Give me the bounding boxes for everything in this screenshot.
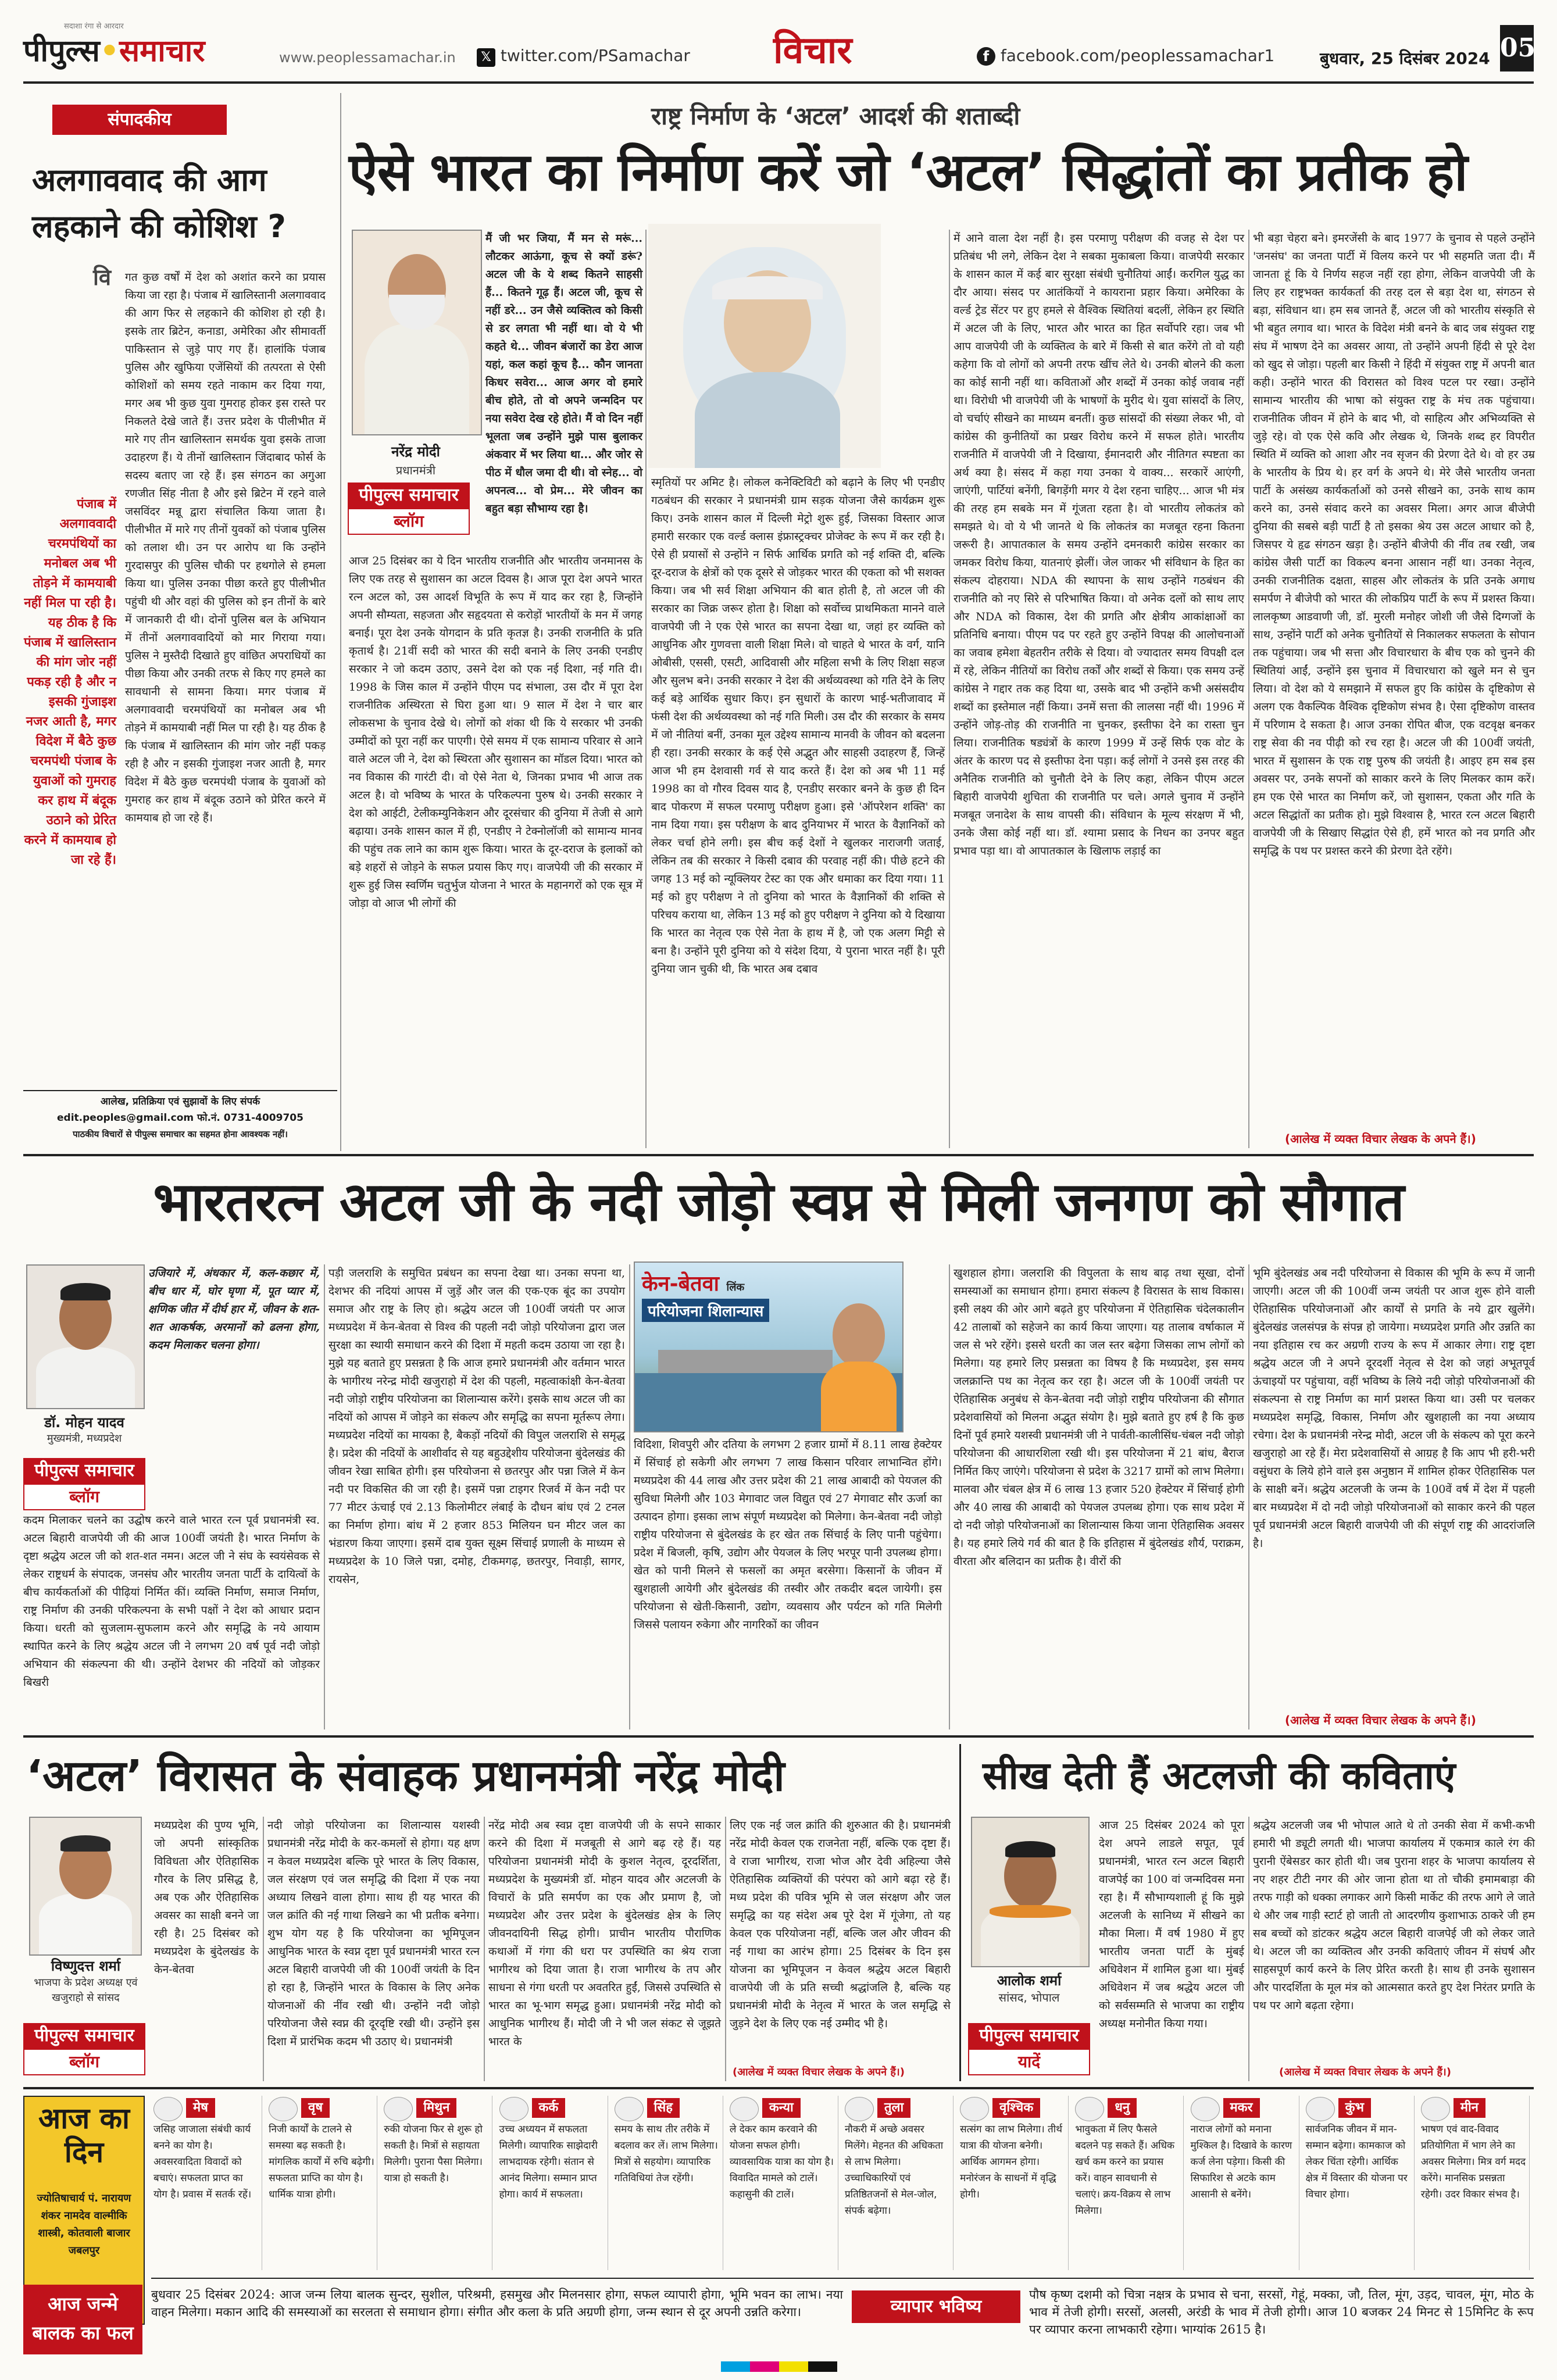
editorial-footer	[23, 1090, 337, 1142]
a1-divider-2	[949, 230, 950, 1148]
horoscope-sign	[1419, 2096, 1530, 2270]
a2-divider-2	[629, 1264, 630, 1729]
article3-author-role: भाजपा के प्रदेश अध्यक्ष एवं खजुराहो से सांसद	[34, 1977, 138, 2004]
blog-tag-label: यादें	[968, 2049, 1090, 2075]
zodiac-icon	[730, 2097, 759, 2121]
vishnudutt-sharma-photo	[29, 1817, 142, 1956]
horoscope-sign-name: कन्या	[762, 2098, 801, 2118]
article2-col1: कदम मिलाकर चलने का उद्घोष करने वाले भारत रत्न पूर्व प्रधानमंत्री स्व. अटल बिहारी वाजपेयी जी की आज 100वीं जयंती है। भारत निर्माण के दृष्टा श्रद्धेय अटल जी को शत-शत नमन। अटल जी ने संघ के स्वयंसेवक से लेकर राष्ट्रधर्म के संपादक, जनसंघ और भारतीय जनता पार्टी के दायित्वों के बीच कार्यकर्ताओं की पीढ़ियां निर्मित कीं। व्यक्ति निर्माण, समाज निर्माण, राष्ट्र निर्माण की उनकी परिकल्पना के सभी पक्षों ने देश को आधार प्रदान किया। धरती को सुजलाम-सुफलाम करने और समृद्धि के नये आयाम स्थापित करने के लिए श्रद्धेय अटल जी ने लगभग 20 वर्ष पूर्व नदी जोड़ो अभियान की संकल्पना की थी। उन्होंने देशभर की नदियों को जोड़कर बिखरी	[23, 1514, 320, 1689]
logo-tagline: सदाशा रंगा से आरदार	[64, 22, 124, 31]
horoscope-sign	[266, 2096, 377, 2270]
article2-col4: खुशहाल होगा। जलराशि की विपुलता के साथ बाढ़ तथा सूखा, दोनों समस्याओं का समाधान होगा। हमारा संकल्प है विरासत के साथ विकास। इसी लक्ष्य की ओर आगे बढ़ते हुए परियोजना में ऐतिहासिक चंदेलकालीन 42 तालाबों को सहेजने का कार्य किया जाएगा। यह तालाब वर्षाकाल में जल से भरे रहेंगे। इससे धरती का जल स्तर बढ़ेगा जिसका लाभ लोगों को मिलेगा। यह हमारे लिए प्रसन्नता का विषय है कि मध्यप्रदेश, इस समय जलक्रान्ति पथ का नेतृत्व कर रहा है। अटल जी के 100वीं जयंती पर ऐतिहासिक अनुबंध से केन-बेतवा नदी जोड़ो राष्ट्रीय परियोजना की सौगात प्रदेशवासियों को मिलना अद्भुत संयोग है। मुझे बताते हुए हर्ष है कि कुछ दिनों पूर्व हमारे यशस्वी प्रधानमंत्री जी ने पार्वती-कालीसिंध-चंबल नदी जोड़ो परियोजना की आधारशिला रखी थी। इस परियोजना में 21 बांध, बैराज निर्मित किए जाएंगे। परियोजना से प्रदेश के 3217 ग्रामों को लाभ मिलेगा। मालवा और चंबल क्षेत्र में 6 लाख 13 हजार 520 हेक्टेयर में सिंचाई होगी और 40 लाख की आबादी को पेयजल उपलब्ध होगा। एक साथ प्रदेश में दो नदी जोड़ो परियोजनाओं का शिलान्यास किया जाना ऐतिहासिक अवसर है। यह हमारे लिये गर्व की बात है कि इतिहास में बुंदेलखंड शौर्य, पराक्रम, वीरता और बलिदान का प्रतीक है। वीरों की	[954, 1267, 1244, 1568]
article2-col5: भूमि बुंदेलखंड अब नदी परियोजना से विकास की भूमि के रूप में जानी जाएगी। अटल जी की 100वीं जन्म जयंती पर आज शुरू होने वाली ऐतिहासिक परियोजनाओं और कार्यों से प्रगति के नये द्वार खुलेंगे। बुंदेलखंड जलसंपन्न के संपन्न हो जायेगा। मध्यप्रदेश प्रगति और उन्नति का नया इतिहास रच कर अग्रणी राज्य के रूप में आकार लेगा। राष्ट्र दृष्टा श्रद्धेय अटल जी ने अपने दूरदर्शी नेतृत्व से देश को जहां अभूतपूर्व ऊंचाइयों पर पहुंचाया, वहीं भविष्य के लिये नदी जोड़ो परियोजनाओं की संकल्पना से राष्ट्र निर्माण का मार्ग प्रशस्त किया था। उसी पर चलकर मध्यप्रदेश समृद्धि, विकास, निर्माण और खुशहाली का नया अध्याय रचेगा। देश के प्रधानमंत्री नरेन्द्र मोदी, अटल जी के संकल्प को पूरा करने खजुराहो आ रहे हैं। मेरा प्रदेशवासियों से आग्रह है कि आप भी हरी-भरी वसुंधरा के लिये होने वाले इस अनुष्ठान में शामिल होकर ऐतिहासिक पल के साक्षी बनें। श्रद्धेय अटलजी के जन्म के 100वें वर्ष में देश में पहली बार मध्यप्रदेश में दो नदी जोड़ो परियोजनाओं को साकार करने की पहल पूर्व प्रधानमंत्री अटल बिहारी वाजपेयी जी की संपूर्ण राष्ट्र की आदरांजलि है।	[1253, 1267, 1535, 1550]
horoscope-sign-text: भावुकता में लिए फैसले बदलने पड़ सकते हैं। अधिक खर्च कम करने का प्रयास करें। वाहन सावधानी से चलाएं। क्रय-विक्रय से लाभ मिलेगा।	[1075, 2124, 1174, 2217]
mohan-yadav-photo	[26, 1264, 145, 1409]
horoscope-sign-name: कुंभ	[1338, 2098, 1371, 2118]
article1-footnote: (आलेख में व्यक्त विचार लेखक के अपने हैं।)	[1285, 1132, 1476, 1146]
article4-blog-tag	[968, 2023, 1090, 2075]
blog-tag-label: ब्लॉग	[23, 2049, 145, 2075]
article3-footnote: (आलेख में व्यक्त विचार लेखक के अपने हैं।)	[733, 2066, 905, 2078]
editorial-divider	[340, 93, 341, 1151]
ken-betwa-graphic	[634, 1262, 904, 1432]
horoscope-sign	[381, 2096, 492, 2270]
horoscope-sign-text: ले देकर काम करवाने की योजना सफल होगी। व्यावसायिक यात्रा का योग है। विवादित मामले को टालें। कहासुनी की टालें।	[729, 2124, 834, 2200]
horoscope-sign-text: नाराज लोगों को मनाना मुश्किल है। दिखावे के कारण कर्ज लेना पड़ेगा। किसी की सिफारिश से अटके काम आसानी से बनेंगे।	[1190, 2124, 1292, 2200]
zodiac-icon	[960, 2097, 989, 2121]
horoscope-sign-text: सत्संग का लाभ मिलेगा। तीर्थ यात्रा की योजना बनेगी। आर्थिक आगमन होगा। मनोरंजन के साधनों में वृद्धि होगी।	[960, 2124, 1062, 2200]
horoscope-sign-text: नौकरी में अच्छे अवसर मिलेंगे। मेहनत की अधिकता से लाभ मिलेगा। उच्चाधिकारियों एवं प्रतिष्ठितजनों से मेल-जोल, संपर्क बढ़ेगा।	[845, 2124, 944, 2217]
horoscope-sign-name: तुला	[877, 2098, 910, 2118]
article1-col3: में आने वाला देश नहीं है। इस परमाणु परीक्षण की वजह से देश पर प्रतिबंध भी लगे, लेकिन देश ने सबका मुकाबला किया। वाजपेयी सरकार के शासन काल में कई बार सुरक्षा संबंधी चुनौतियां आईं। करगिल युद्ध का दौर आया। संसद पर आतंकियों ने कायराना प्रहार किया। अमेरिका के वर्ल्ड ट्रेड सेंटर पर हुए हमले से वैश्विक स्थितियां बदलीं, लेकिन हर स्थिति में अटल जी के लिए, भारत और भारत का हित सर्वोपरि रहा। जब भी आप वाजपेयी जी के व्यक्तित्व के बारे में किसी से बात करेंगे तो वो यही कहेगा कि वो लोगों को अपनी तरफ खींच लेते थे। उनकी बोलने की कला का कोई सानी नहीं था। कविताओं और शब्दों में उनका कोई जवाब नहीं था। विरोधी भी वाजपेयी जी के भाषणों के मुरीद थे। युवा सांसदों के लिए, वो चर्चाएं सीखने का माध्यम बनतीं। कुछ सांसदों की संख्या लेकर भी, वो कांग्रेस की कुनीतियों का प्रखर विरोध करने में सफल होते। भारतीय राजनीति में वाजपेयी जी ने दिखाया, ईमानदारी और नीतिगत स्पष्टता का अर्थ क्या है। संसद में कहा गया उनका ये वाक्य... सरकारें आएंगी, जाएंगी, पार्टियां बनेंगी, बिगड़ेंगी मगर ये देश रहना चाहिए... आज भी मंत्र की तरह हम सबके मन में गूंजता रहता है। वो भारतीय लोकतंत्र को समझते थे। वो ये भी जानते थे कि लोकतंत्र का मजबूत रहना कितना जरूरी है। आपातकाल के समय उन्होंने दमनकारी कांग्रेस सरकार का जमकर विरोध किया, यातनाएं झेलीं। जेल जाकर भी संविधान के हित का संकल्प दोहराया। NDA की स्थापना के साथ उन्होंने गठबंधन की राजनीति को नए सिरे से परिभाषित किया। वो अनेक दलों को साथ लाए और NDA को विकास, देश की प्रगति और क्षेत्रीय आकांक्षाओं का प्रतिनिधि बनाया। पीएम पद पर रहते हुए उन्होंने विपक्ष की आलोचनाओं का जवाब हमेशा बेहतरीन तरीके से दिया। वो ज्यादातर समय विपक्षी दल में रहे, लेकिन नीतियों का विरोध तर्कों और शब्दों से किया। एक समय उन्हें कांग्रेस ने गद्दार तक कह दिया था, उसके बाद भी उन्होंने कभी असंसदीय शब्दों का इस्तेमाल नहीं किया। उनमें सत्ता की लालसा नहीं थी। 1996 में उन्होंने जोड़-तोड़ की राजनीति ना चुनकर, इस्तीफा देने का रास्ता चुन लिया। राजनीतिक षड्यंत्रों के कारण 1999 में उन्हें सिर्फ एक वोट के अंतर के कारण पद से इस्तीफा देना पड़ा। कई लोगों ने उनसे इस तरह की अनैतिक राजनीति को चुनौती देने के लिए कहा, लेकिन पीएम अटल बिहारी वाजपेयी शुचिता की राजनीति पर चले। अगले चुनाव में उन्होंने मजबूत जनादेश के साथ वापसी की। संविधान के मूल्य संरक्षण में भी, उनके जैसा कोई नहीं था। डॉ. श्यामा प्रसाद के निधन का उनपर बहुत प्रभाव पड़ा था। वो आपातकाल के खिलाफ लड़ाई का	[954, 232, 1244, 857]
horoscope-title: आज का दिन	[38, 2102, 130, 2169]
website-link[interactable]: www.peoplessamachar.in	[279, 49, 456, 66]
article2-author-name: डॉ. मोहन यादव	[44, 1414, 124, 1431]
issue-date: बुधवार, 25 दिसंबर 2024	[1320, 49, 1490, 68]
twitter-link[interactable]: 𝕏 twitter.com/PSamachar	[477, 46, 690, 67]
horoscope-sign	[612, 2096, 723, 2270]
horoscope-sign	[842, 2096, 954, 2270]
article4-author-name: आलोक शर्मा	[997, 1972, 1062, 1989]
article4-col1: आज 25 दिसंबर 2024 को पूरा देश अपने लाडले सपूत, पूर्व प्रधानमंत्री, भारत रत्न अटल बिहारी वाजपेई का 100 वां जन्मदिवस मना रहा है। मैं सौभाग्यशाली हूं कि मुझे अटलजी के सानिध्य में सीखने का मौका मिला। मैं वर्ष 1980 में हुए भारतीय जनता पार्टी के मुंबई अधिवेशन में शामिल हुआ था। मुंबई अधिवेशन में जब श्रद्धेय अटल जी को सर्वसम्मति से भाजपा का राष्ट्रीय अध्यक्ष मनोनीत किया गया।	[1099, 1819, 1244, 2030]
footer-contact-label: आलेख, प्रतिक्रिया एवं सुझावों के लिए संपर्क	[100, 1096, 260, 1107]
horoscope-sign-name: मकर	[1223, 2098, 1260, 2118]
article2-poem: उजियारे में, अंधकार में, कल-कछार में, बीच धार में, घोर घृणा में, पूत प्यार में, क्षणिक जीत में दीर्घ हार में, जीवन के शत-शत आकर्षक, अरमानों को ढलना होगा, कदम मिलाकर चलना होगा।	[148, 1267, 320, 1352]
article1-kicker: राष्ट्र निर्माण के ‘अटल’ आदर्श की शताब्दी	[651, 102, 1020, 130]
editorial-dropcap: वि	[93, 265, 111, 290]
horoscope-sign-text: सार्वजनिक जीवन में मान-सम्मान बढ़ेगा। कामकाज को लेकर चिंता रहेगी। आर्थिक क्षेत्र में विस्तार की योजना पर विचार होगा।	[1305, 2124, 1408, 2200]
zodiac-icon	[384, 2097, 413, 2121]
article3-headline: ‘अटल’ विरासत के संवाहक प्रधानमंत्री नरेंद्र मोदी	[26, 1751, 785, 1801]
article1-col2: स्मृतियों पर अमिट है। लोकल कनेक्टिविटी को बढ़ाने के लिए भी एनडीए गठबंधन की सरकार ने प्रधानमंत्री ग्राम सड़क योजना जैसे कार्यक्रम शुरू किए। उनके शासन काल में दिल्ली मेट्रो शुरू हुई, जिसका विस्तार आज हमारी सरकार एक वर्ल्ड क्लास इंफ्रास्ट्रक्चर प्रोजेक्ट के रूप में कर रही है। ऐसे ही प्रयासों से उन्होंने न सिर्फ आर्थिक प्रगति को नई शक्ति दी, बल्कि दूर-दराज के क्षेत्रों को एक दूसरे से जोड़कर भारत की एकता को भी सशक्त किया। जब भी सर्व शिक्षा अभियान की बात होती है, तो अटल जी की सरकार का जिक्र जरूर होता है। शिक्षा को सर्वोच्च प्राथमिकता मानने वाले वाजपेयी जी ने एक ऐसे भारत का सपना देखा था, जहां हर व्यक्ति को आधुनिक और गुणवत्ता वाली शिक्षा मिले। वो चाहते थे भारत के वर्ग, यानि ओबीसी, एससी, एसटी, आदिवासी और महिला सभी के लिए शिक्षा सहज और सुलभ बने। उनकी सरकार ने देश की अर्थव्यवस्था को गति देने के लिए कई बड़े आर्थिक सुधार किए। इन सुधारों के कारण भाई-भतीजावाद में फंसी देश की अर्थव्यवस्था को नई गति मिली। उस दौर की सरकार के समय में जो नीतियां बनीं, उनका मूल उद्देश्य सामान्य मानवी के जीवन को बदलना ही रहा। उनकी सरकार के कई ऐसे अद्भुत और साहसी उदाहरण हैं, जिन्हें आज भी हम देशवासी गर्व से याद करते हैं। देश को अब भी 11 मई 1998 का वो गौरव दिवस याद है, एनडीए सरकार बनने के कुछ ही दिन बाद पोकरण में सफल परमाणु परीक्षण हुआ। इसे 'ऑपरेशन शक्ति' का नाम दिया गया। इस परीक्षण के बाद दुनियाभर में भारत के वैज्ञानिकों को लेकर चर्चा होने लगी। इस बीच कई देशों ने खुलकर नाराजगी जताई, लेकिन तब की सरकार ने किसी दबाव की परवाह नहीं की। पीछे हटने की जगह 13 मई को न्यूक्लियर टेस्ट का एक और धमाका कर दिया गया। 11 मई को हुए परीक्षण ने तो दुनिया को भारत के वैज्ञानिकों की शक्ति से परिचय कराया था, लेकिन 13 मई को हुए परीक्षण ने दुनिया को ये दिखाया कि भारत का नेतृत्व एक ऐसे नेता के हाथ में है, जो एक अलग मिट्टी से बना है। उन्होंने पूरी दुनिया को ये संदेश दिया, ये पुराना भारत नहीं है। पूरी दुनिया जान चुकी थी, कि भारत अब दबाव	[651, 476, 945, 975]
article4-author-role: सांसद, भोपाल	[998, 1991, 1060, 2004]
horoscope-sign-text: जसिह जाजाला संबंधी कार्य बनने का योग है। अवसरवादिता विवादों को बचाएं। सफलता प्राप्त का योग है। प्रवास में सतर्क रहें।	[153, 2124, 252, 2200]
article4-col2: श्रद्धेय अटलजी जब भी भोपाल आते थे तो उनकी सेवा में कभी-कभी हमारी भी ड्यूटी लगती थी। भाजपा कार्यालय में एकमात्र काले रंग की पुरानी ऐंबेसडर कार होती थी। जब पुराना शहर के भाजपा कार्यालय से नए शहर टीटी नगर की ओर जाना होता था तो चौकी इमामबाड़ा की तरफ गाड़ी को धक्का लगाकर आगे किसी मार्केट की तरफ आगे ले जाते थे और जब गाड़ी स्टार्ट हो जाती तो आदरणीय कुशाभाऊ ठाकरे जी हम सब बच्चों को डांटकर श्रद्धेय अटल बिहारी वाजपेई जी को लेकर जाते थे। अटल जी का व्यक्तित्व और उनकी कविताएं जीवन में संघर्ष और साहसपूर्ण कार्य करने के लिए प्रेरित करती है। साथ ही उनके सुशासन और पारदर्शिता के मूल मंत्र को आत्मसात करते हुए देश निरंतर प्रगति के पथ पर आगे बढ़ता रहेगा।	[1253, 1819, 1535, 2012]
a3-divider-3	[725, 1817, 726, 2081]
zodiac-icon	[1191, 2097, 1220, 2121]
article2-author-role: मुख्यमंत्री, मध्यप्रदेश	[47, 1432, 122, 1445]
astrologer-credit: ज्योतिषाचार्य पं. नारायण शंकर नामदेव वाल्मीकि शास्त्री, कोतवाली बाजार जबलपुर	[37, 2192, 131, 2257]
a2-divider-4	[1248, 1264, 1249, 1729]
a3-divider-1	[263, 1817, 264, 2081]
horoscope-sign-text: रुकी योजना फिर से शुरू हो सकती है। मित्रों से सहायता मिलेगी। पुराना पैसा मिलेगा। यात्रा हो सकती है।	[384, 2124, 483, 2184]
horoscope-sign	[1304, 2096, 1415, 2270]
facebook-icon: f	[977, 47, 995, 66]
horoscope-sign-name: सिंह	[647, 2098, 680, 2118]
logo-left: पीपुल्स	[23, 34, 100, 69]
horoscope-sign-name: वृश्चिक	[992, 2098, 1040, 2118]
footer-disclaimer: पाठकीय विचारों से पीपुल्स समाचार का सहमत होना आवश्यक नहीं।	[73, 1129, 288, 1139]
horoscope-sign-name: मिथुन	[416, 2098, 456, 2118]
blog-tag-label: ब्लॉग	[23, 1484, 145, 1510]
zodiac-icon	[499, 2097, 528, 2121]
article3-col2: नदी जोड़ो परियोजना का शिलान्यास यशस्वी प्रधानमंत्री नरेंद्र मोदी के कर-कमलों से होगा। यह क्षण न केवल मध्यप्रदेश बल्कि पूरे भारत के लिए विकास, जल संरक्षण एवं जल समृद्धि की दिशा में एक नया अध्याय लिखने वाला होगा। साथ ही यह भारत की जल क्रांति की नई गाथा लिखने का भी प्रतीक बनेगा। शुभ योग यह है कि परियोजना का भूमिपूजन आधुनिक भारत के स्वप्न दृष्टा पूर्व प्रधानमंत्री भारत रत्न अटल बिहारी वाजपेयी जी की 100वीं जयंती के दिन हो रहा है, जिन्होंने भारत के विकास के लिए अनेक योजनाओं की नींव रखी थी। उन्होंने नदी जोड़ो परियोजना जैसे स्वप्न की दूरदृष्टि रखी थी। उन्होंने इस दिशा में प्रारंभिक कदम भी उठाए थे। प्रधानमंत्री	[267, 1819, 480, 2048]
article1-author-name: नरेंद्र मोदी	[391, 444, 440, 460]
born-label: आज जन्मे बालक का फल	[23, 2285, 142, 2354]
editorial-headline: अलगाववाद की आग लहकाने की कोशिश ?	[32, 162, 286, 245]
a2-divider-1	[324, 1264, 325, 1729]
editorial-body: गत कुछ वर्षों में देश को अशांत करने का प्रयास किया जा रहा है। पंजाब में खालिस्तानी अलगाववाद की आग फिर से लहकाने की कोशिश हो रही है। इसके तार ब्रिटेन, कनाडा, अमेरिका और सीमावर्ती पाकिस्तान से जुड़े पाए गए हैं। हालांकि पंजाब पुलिस और खुफिया एजेंसियों की तत्परता से ऐसी कोशिशों को समय रहते नाकाम कर दिया गया, मगर अब भी कुछ युवा गुमराह होकर इस रास्ते पर निकलते देखे जाते हैं। उत्तर प्रदेश के पीलीभीत में मारे गए तीन खालिस्तान समर्थक युवा इसके ताजा उदाहरण हैं। ये तीनों खालिस्तान जिंदाबाद फोर्स के सदस्य बताए जा रहे हैं। इस संगठन का अगुआ रणजीत सिंह नीता है और इसे ब्रिटेन में रहने वाले जसविंदर मन्नू द्वारा संचालित किया जाता है। पीलीभीत में मारे गए तीनों युवकों को पंजाब पुलिस को तलाश थी। उन पर आरोप था कि उन्होंने गुरदासपुर की पुलिस चौकी पर हथगोले से हमला किया था। पुलिस उनका पीछा करते हुए पीलीभीत पहुंची थी और वहां की पुलिस को इन तीनों के बारे में जानकारी दी थी। दोनों पुलिस बल के अभियान में तीनों अलगाववादियों को मार गिराया गया। पुलिस ने मुस्तैदी दिखाते हुए वांछित अपराधियों का पीछा किया और उनकी तरफ से किए गए हमले का सावधानी से सामना किया। मगर पंजाब में अलगाववादी चरमपंथियों का मनोबल अब भी तोड़ने में कामयाबी नहीं मिल पा रही है। यह ठीक है कि पंजाब में खालिस्तान की मांग जोर नहीं पकड़ रही है और न इसकी गुंजाइश नजर आती है, मगर विदेश में बैठे कुछ चरमपंथी पंजाब के युवाओं को गुमराह कर हाथ में बंदूक उठाने को प्रेरित करने में कामयाब हो जा रहे हैं।	[125, 271, 326, 824]
a3-divider-2	[484, 1817, 485, 2081]
zodiac-icon	[1306, 2097, 1335, 2121]
section-rule-4	[151, 2278, 1534, 2279]
horoscope-sign-text: भाषण एवं वाद-विवाद प्रतियोगिता में भाग लेने का अवसर मिलेगा। मित्र वर्ग मदद करेंगे। मानसिक प्रसन्नता रहेगी। उदर विकार संभव है।	[1420, 2124, 1526, 2200]
article1-poem: मैं जी भर जिया, मैं मन से मरूं... लौटकर आऊंगा, कूच से क्यों डरूं? अटल जी के ये शब्द कितने साहसी हैं... कितने गूढ़ हैं। अटल जी, कूच से नहीं डरे... उन जैसे व्यक्तित्व को किसी से डर लगता भी नहीं था। वो ये भी कहते थे... जीवन बंजारों का डेरा आज यहां, कल कहां कूच है... कौन जानता किधर सवेरा... आज अगर वो हमारे बीच होते, तो वो अपने जन्मदिन पर नया सवेरा देख रहे होते। मैं वो दिन नहीं भूलता जब उन्होंने मुझे पास बुलाकर अंकवार में भर लिया था... और जोर से पीठ में धौल जमा दी थी। वो स्नेह... वो अपनत्व... वो प्रेम... मेरे जीवन का बहुत बड़ा सौभाग्य रहा है।	[485, 232, 642, 515]
article3-col1: मध्यप्रदेश की पुण्य भूमि, जो अपनी सांस्कृतिक विविधता और ऐतिहासिक गौरव के लिए प्रसिद्ध है, अब एक और ऐतिहासिक अवसर का साक्षी बनने जा रही है। 25 दिसंबर को मध्यप्रदेश के बुंदेलखंड के केन-बेतवा	[154, 1819, 259, 1976]
article3-4-divider	[959, 1744, 961, 2081]
zodiac-icon	[153, 2097, 183, 2121]
article1-col1: आज 25 दिसंबर का ये दिन भारतीय राजनीति और भारतीय जनमानस के लिए एक तरह से सुशासन का अटल दिवस है। आज पूरा देश अपने भारत रत्न अटल को, उस आदर्श विभूति के रूप में याद कर रहा है, जिन्होंने अपनी सौम्यता, सहजता और सहृदयता से करोड़ों भारतीयों के मन में जगह बनाई। पूरा देश उनके योगदान के प्रति कृतज्ञ है। उनकी राजनीति के प्रति कृतार्थ है। 21वीं सदी को भारत की सदी बनाने के लिए उनकी एनडीए सरकार ने जो कदम उठाए, उसने देश को एक नई दिशा, नई गति दी। 1998 के जिस काल में उन्होंने पीएम पद संभाला, उस दौर में पूरा देश राजनीतिक अस्थिरता से घिरा हुआ था। 9 साल में देश ने चार बार लोकसभा के चुनाव देखे थे। लोगों को शंका थी कि ये सरकार भी उनकी उम्मीदों को पूरा नहीं कर पाएगी। ऐसे समय में एक सामान्य परिवार से आने वाले अटल जी ने, देश को स्थिरता और सुशासन का मॉडल दिया। भारत को नव विकास की गारंटी दी। वो ऐसे नेता थे, जिनका प्रभाव भी आज तक अटल है। वो भविष्य के भारत के परिकल्पना पुरुष थे। उनकी सरकार ने देश को आईटी, टेलीकम्युनिकेशन और दूरसंचार की दुनिया में तेजी से आगे बढ़ाया। उनके शासन काल में ही, एनडीए ने टेक्नोलॉजी को सामान्य मानव की पहुंच तक लाने का काम शुरू किया। भारत के दूर-दराज के इलाकों को बड़े शहरों से जोड़ने के सफल प्रयास किए गए। वाजपेयी जी की सरकार में शुरू हुई जिस स्वर्णिम चतुर्भुज योजना ने भारत के महानगरों को एक सूत्र में जोड़ा वो आज भी लोगों की	[349, 555, 642, 910]
editorial-pullquote: पंजाब में अलगाववादी चरमपंथियों का मनोबल अब भी तोड़ने में कामयाबी नहीं मिल पा रही है। यह ठीक है कि पंजाब में खालिस्तान की मांग जोर नहीं पकड़ रही है और न इसकी गुंजाइश नजर आती है, मगर विदेश में बैठे कुछ चरमपंथी पंजाब के युवाओं को गुमराह कर हाथ में बंदूक उठाने को प्रेरित करने में कामयाब हो जा रहे हैं।	[24, 496, 116, 867]
a4-divider	[1248, 1817, 1249, 2081]
facebook-link[interactable]: f facebook.com/peoplessamachar1	[977, 46, 1274, 66]
horoscope-sign-name: मेष	[186, 2098, 215, 2118]
a1-divider-1	[645, 230, 647, 1148]
article1-headline: ऐसे भारत का निर्माण करें जो ‘अटल’ सिद्धांतों का प्रतीक हो	[349, 142, 1467, 203]
a2-divider-3	[949, 1264, 950, 1729]
logo[interactable]: पीपुल्स•समाचार	[23, 34, 205, 69]
zodiac-icon	[1421, 2097, 1450, 2121]
article2-headline: भारतरत्न अटल जी के नदी जोड़ो स्वप्न से मिली जनगण को सौगात	[153, 1171, 1404, 1233]
horoscope-sign	[1073, 2096, 1184, 2270]
horoscope-sign-text: समय के साथ तीर तरीके में बदलाव कर लें। लाभ मिलेगा। मित्रों से सहयोग। व्यापारिक गतिविधियां तेज रहेंगी।	[614, 2124, 718, 2184]
horoscope-sign-name: कर्क	[532, 2098, 566, 2118]
section-rule-3	[23, 2087, 1534, 2089]
horoscope-sign-name: मीन	[1454, 2098, 1485, 2118]
horoscope-sign-name: वृष	[301, 2098, 330, 2118]
horoscope-sign	[497, 2096, 608, 2270]
article4-footnote: (आलेख में व्यक्त विचार लेखक के अपने हैं।)	[1279, 2066, 1451, 2078]
blog-brand: पीपुल्स समाचार	[348, 483, 470, 508]
article3-blog-tag	[23, 2023, 145, 2075]
born-text: बुधवार 25 दिसंबर 2024: आज जन्म लिया बालक सुन्दर, सुशील, परिश्रमी, हसमुख और मिलनसार होगा, सफल व्यापारी होगा, भूमि भवन का लाभ। नया वाहन मिलेगा। मकान आदि की समस्याओं का सरलता से समाधान होगा। संगीत और कला के प्रति अग्रणी होगा, जन्म स्थान से दूर अपनी उन्नति करेगा।	[151, 2288, 843, 2319]
article2-col3: विदिशा, शिवपुरी और दतिया के लगभग 2 हजार ग्रामों में 8.11 लाख हेक्टेयर में सिंचाई हो सकेगी और लगभग 7 लाख किसान परिवार लाभान्वित होंगे। मध्यप्रदेश की 44 लाख और उत्तर प्रदेश की 21 लाख आबादी को पेयजल की सुविधा मिलेगी और 103 मेगावाट जल विद्युत एवं 27 मेगावाट सौर ऊर्जा का उत्पादन होगा। इसका लाभ संपूर्ण मध्यप्रदेश को मिलेगा। केन-बेतवा नदी जोड़ो राष्ट्रीय परियोजना से बुंदेलखंड के हर खेत तक सिंचाई के लिए पानी पहुंचेगा। प्रदेश में बिजली, कृषि, उद्योग और पेयजल के लिए भरपूर पानी उपलब्ध होगा। खेत को पानी मिलने से फसलों का अमृत बरसेगा। किसानों के जीवन में खुशहाली आयेगी और बुंदेलखंड की तस्वीर और तकदीर बदल जायेगी। इस परियोजना से खेती-किसानी, उद्योग, व्यवसाय और पर्यटन को गति मिलेगी जिससे पलायन रुकेगा और नागरिकों का जीवन	[634, 1438, 942, 1631]
article2-footnote: (आलेख में व्यक्त विचार लेखक के अपने हैं।)	[1285, 1713, 1476, 1727]
blog-tag-label: ब्लॉग	[348, 508, 470, 535]
vajpayee-illustration	[648, 224, 881, 468]
article3-col3: नरेंद्र मोदी अब स्वप्न दृष्टा वाजपेयी जी के सपने साकार करने की दिशा में मजबूती से आगे बढ़ रहे हैं। यह परियोजना प्रधानमंत्री मोदी के कुशल नेतृत्व, दूरदर्शिता, मध्यप्रदेश के मुख्यमंत्री डॉ. मोहन यादव और अटलजी के विचारों के प्रति समर्पण का एक और प्रमाण है, जो मध्यप्रदेश और उत्तर प्रदेश के बुंदेलखंड क्षेत्र के लिए जीवनदायिनी सिद्ध होगी। प्राचीन भारतीय पौराणिक कथाओं में गंगा की धरा पर उपस्थिति का श्रेय राजा भागीरथ को दिया जाता है। राजा भागीरथ के तप और साधना से गंगा धरती पर अवतरित हुईं, जिससे उपस्थिति से भारत का भू-भाग समृद्ध हुआ। प्रधानमंत्री नरेंद्र मोदी को आधुनिक भागीरथ हैं। मोदी जी ने भी जल संकट से जूझते भारत के	[488, 1819, 721, 2048]
graphic-title: केन-बेतवा लिंक	[642, 1272, 745, 1296]
article1-author-role: प्रधानमंत्री	[395, 463, 436, 477]
article2-blog-tag	[23, 1458, 145, 1510]
horoscope-sign	[958, 2096, 1069, 2270]
article4-headline: सीख देती हैं अटलजी की कविताएं	[983, 1753, 1456, 1798]
a1-divider-3	[1248, 230, 1249, 1148]
market-text: पौष कृष्ण दशमी को चित्रा नक्षत्र के प्रभाव से चना, सरसों, गेहूं, मक्का, जौ, तिल, मूंग, उड़द, चावल, मूंग, मोठ के भाव में तेजी होगी। सरसों, अलसी, अरंडी के भाव में तेजी होगी। आज 10 बजकर 24 मिनट से 15मिनिट के रूप पर व्यापार करना लाभकारी रहेगा। भाग्यांक 2615 है।	[1029, 2288, 1534, 2336]
graphic-subtitle: परियोजना शिलान्यास	[642, 1299, 769, 1322]
horoscope-sign	[727, 2096, 838, 2270]
logo-right: समाचार	[119, 34, 205, 69]
article1-col4: भी बड़ा चेहरा बने। इमरजेंसी के बाद 1977 के चुनाव से पहले उन्होंने 'जनसंघ' का जनता पार्टी में विलय करने पर भी सहमति जता दी। मैं जानता हूं कि ये निर्णय सहज नहीं रहा होगा, लेकिन वाजपेयी जी के लिए हर राष्ट्रभक्त कार्यकर्ता की तरह दल से बड़ा देश था, संगठन से बड़ा, संविधान था। हम सब जानते हैं, अटल जी को भारतीय संस्कृति से भी बहुत लगाव था। भारत के विदेश मंत्री बनने के बाद जब संयुक्त राष्ट्र संघ में भाषण देने का अवसर आया, तो उन्होंने अपनी हिंदी से पूरे देश को खुद से जोड़ा। पहली बार किसी ने हिंदी में संयुक्त राष्ट्र में अपनी बात कही। उन्होंने भारत की विरासत को विश्व पटल पर रखा। उन्होंने सामान्य भारतीय की भाषा को संयुक्त राष्ट्र के मंच तक पहुंचाया। राजनीतिक जीवन में होने के बाद भी, वो साहित्य और अभिव्यक्ति से जुड़े रहे। वो एक ऐसे कवि और लेखक थे, जिनके शब्द हर विपरीत स्थिति में व्यक्ति को आशा और नव सृजन की प्रेरणा देते थे। वो हर उम्र के भारतीय के प्रिय थे। हर वर्ग के अपने थे। मेरे जैसे भारतीय जनता पार्टी के असंख्य कार्यकर्ताओं को उनसे सीखने का, उनके साथ काम करने का, उनसे संवाद करने का अवसर मिला। अगर आज बीजेपी दुनिया की सबसे बड़ी पार्टी है तो इसका श्रेय उस अटल आधार को है, जिसपर ये हृढ संगठन खड़ा है। उन्होंने बीजेपी की नींव तब रखी, जब कांग्रेस जैसी पार्टी का विकल्प बनना आसान नहीं था। उनका नेतृत्व, उनकी राजनीतिक दक्षता, साहस और लोकतंत्र के प्रति उनके अगाध समर्पण ने बीजेपी को भारत की लोकप्रिय पार्टी के रूप में प्रशस्त किया। लालकृष्ण आडवाणी जी, डॉ. मुरली मनोहर जोशी जी जैसे दिग्गजों के साथ, उन्होंने पार्टी को अनेक चुनौतियों से निकालकर सफलता के सोपान तक पहुंचाया। जब भी सत्ता और विचारधारा के बीच एक को चुनने की स्थितियां आईं, उन्होंने इस चुनाव में विचारधारा को खुले मन से चुन लिया। वो देश को ये समझाने में सफल हुए कि कांग्रेस के दृष्टिकोण से अलग एक वैकल्पिक वैश्विक दृष्टिकोण संभव है। ऐसा दृष्टिकोण वास्तव में परिणाम दे सकता है। आज उनका रोपित बीज, एक वटवृक्ष बनकर राष्ट्र सेवा की नव पीढ़ी को रच रहा है। अटल जी की 100वीं जयंती, भारत में सुशासन के एक राष्ट्र पुरुष की जयंती है। आइए हम सब इस अवसर पर, उनके सपनों को साकार करने के लिए मिलकर काम करें। हम एक ऐसे भारत का निर्माण करें, जो सुशासन, एकता और गति के अटल सिद्धांतों का प्रतीक हो। मुझे विश्वास है, भारत रत्न अटल बिहारी वाजपेयी जी के सिखाए सिद्धांत ऐसे ही, हमें भारत को नव प्रगति और समृद्धि के पथ पर प्रशस्त करने की प्रेरणा देते रहेंगे।	[1253, 232, 1535, 857]
section-rule-1	[23, 1154, 1534, 1156]
horoscope-sign-name: धनु	[1108, 2098, 1137, 2118]
x-icon: 𝕏	[477, 48, 495, 67]
footer-contact-email[interactable]: edit.peoples@gmail.com फो.नं. 0731-4009705	[57, 1112, 303, 1124]
article3-col4: लिए एक नई जल क्रांति की शुरुआत की है। प्रधानमंत्री नरेंद्र मोदी केवल एक राजनेता नहीं, बल्कि एक दृष्टा हैं। वे राजा भागीरथ, राजा भोज और देवी अहिल्या जैसे ऐतिहासिक व्यक्तियों की परंपरा को आगे बढ़ा रहे हैं। मध्य प्रदेश की पवित्र भूमि से जल संरक्षण और जल समृद्धि का यह संदेश अब पूरे देश में गूंजेगा, तो यह केवल एक परियोजना नहीं, बल्कि जल और जीवन की नई गाथा का आरंभ होगा। 25 दिसंबर के दिन इस योजना का भूमिपूजन न केवल श्रद्धेय अटल बिहारी वाजपेयी जी के प्रति सच्ची श्रद्धांजलि है, बल्कि यह प्रधानमंत्री मोदी के नेतृत्व में भारत के जल समृद्धि से जुड़ने देश के लिए एक नई उम्मीद भी है।	[730, 1819, 951, 2030]
section-rule-2	[23, 1735, 1534, 1738]
horoscope-signs	[151, 2096, 1534, 2273]
section-title: विचार	[773, 29, 852, 72]
blog-brand: पीपुल्स समाचार	[23, 1458, 145, 1484]
editorial-label: संपादकीय	[52, 105, 227, 135]
zodiac-icon	[845, 2097, 874, 2121]
blog-brand: पीपुल्स समाचार	[968, 2023, 1090, 2049]
zodiac-icon	[269, 2097, 298, 2121]
modi-photo	[352, 230, 482, 435]
page-number: 05	[1500, 25, 1534, 72]
horoscope-sign	[1188, 2096, 1299, 2270]
horoscope-sign-text: उच्च अध्ययन में सफलता मिलेगी। व्यापारिक साझेदारी लाभदायक रहेगी। संतान से आनंद मिलेगा। सम्मान प्राप्त होगा। कार्य में सफलता।	[499, 2124, 598, 2200]
color-bar	[721, 2361, 837, 2372]
article1-blog-tag	[348, 483, 470, 535]
market-label: व्यापार भविष्य	[852, 2290, 1020, 2323]
zodiac-icon	[1075, 2097, 1104, 2121]
horoscope-sign-text: निजी कार्यों के टालने से समस्या बढ़ सकती है। मांगलिक कार्यों में रुचि बढ़ेगी। सफलता प्राप्ति का योग है। धार्मिक यात्रा होगी।	[269, 2124, 374, 2200]
zodiac-icon	[615, 2097, 644, 2121]
masthead	[23, 20, 1534, 84]
horoscope-sign	[151, 2096, 262, 2270]
article2-col2: पड़ी जलराशि के समुचित प्रबंधन का सपना देखा था। उनका सपना था, देशभर की नदियां आपस में जुड़ें और जल की एक-एक बूंद का उपयोग समाज और राष्ट्र के लिए हो। श्रद्धेय अटल जी 100वीं जयंती पर आज मध्यप्रदेश में केन-बेतवा से विश्व की पहली नदी जोड़ो परियोजना द्वारा जल सुरक्षा का स्थायी समाधान करने की दिशा में महती कदम उठाया जा रहा है। मुझे यह बताते हुए प्रसन्नता है कि आज हमारे प्रधानमंत्री और वर्तमान भारत के भागीरथ नरेन्द्र मोदी खजुराहो में देश की पहली, महत्वाकांक्षी केन-बेतवा नदी जोड़ो राष्ट्रीय परियोजना का शिलान्यास करेंगे। इसके साथ अटल जी का नदियों को आपस में जोड़ने का संकल्प और समृद्धि का सपना मूर्तरूप लेगा। मध्यप्रदेश नदियों का मायका है, बैकड़ों नदियों की विपुल जलराशि से समृद्ध है। प्रदेश की नदियों के आशीर्वाद से यह बहुउद्देशीय परियोजना बुंदेलखंड की जीवन रेखा साबित होगी। इस परियोजना से छतरपुर और पन्ना जिले में केन नदी पर विकसित की जा रही है। इसमें पन्ना टाइगर रिजर्व में केन नदी पर 77 मीटर ऊंचाई एवं 2.13 किलोमीटर लंबाई के दौधन बांध एवं 2 टनल का निर्माण होगा। बांध में 2 हजार 853 मिलियन घन मीटर जल का भंडारण किया जाएगा। इसमें दाब युक्त सूक्ष्म सिंचाई प्रणाली के माध्यम से मध्यप्रदेश के 10 जिले पन्ना, दमोह, टीकमगढ़, छतरपुर, निवाड़ी, सागर, रायसेन,	[328, 1267, 625, 1586]
article3-author-name: विष्णुदत्त शर्मा	[51, 1958, 121, 1974]
alok-sharma-photo	[971, 1817, 1090, 1967]
blog-brand: पीपुल्स समाचार	[23, 2023, 145, 2049]
